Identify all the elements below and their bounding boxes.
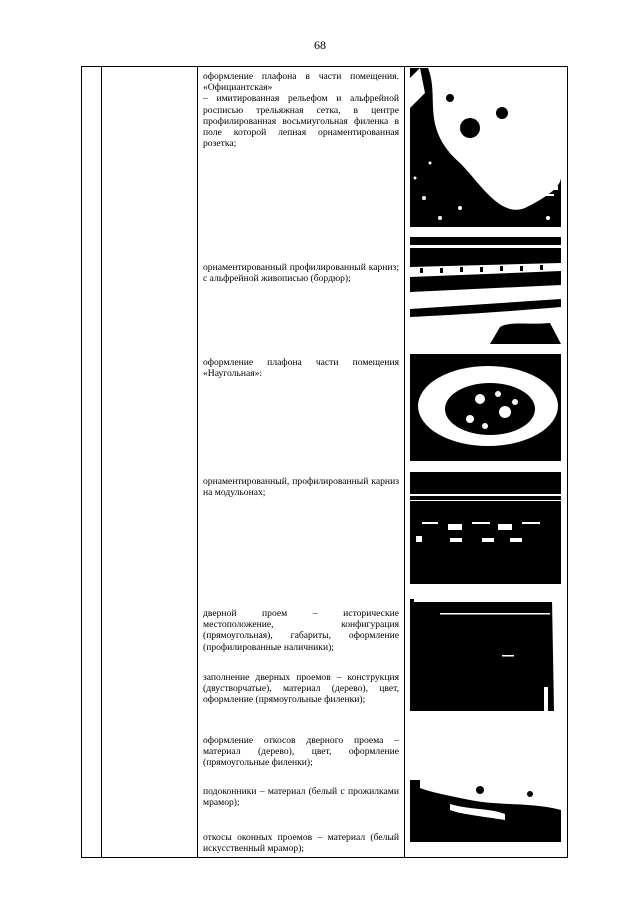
- entry-ceiling-corner-room: оформление плафона части помещения «Наугольная»:: [203, 357, 399, 380]
- column-divider: [101, 67, 102, 857]
- document-table: [81, 66, 568, 858]
- photo-cornice-modillions: [410, 472, 561, 584]
- photo-window-sill: [410, 780, 561, 842]
- entry-door-reveals: оформление откосов дверного проема – материал (дерево), цвет, оформление (прямоугольные филенки);: [203, 735, 399, 769]
- entry-window-sills: подоконники – материал (белый с прожилками мрамор);: [203, 786, 399, 809]
- photo-doorway: [410, 599, 561, 711]
- entry-cornice-modillions: орнаментированный, профилированный карниз на модульонах;: [203, 476, 399, 499]
- entry-doorway: дверной проем – исторические местоположение, конфигурация (прямоугольная), габариты, оформление (профилированные наличники);: [203, 608, 399, 653]
- photo-cornice-border: [410, 237, 561, 344]
- entry-ceiling-waiters-room: оформление плафона в части помещения. «Официантская» – имитированная рельефом и альфрейной росписью трельяжная сетка, в центре профилированная восьмиугольная филенка в поле которой лепная орнаментированная розетка;: [203, 71, 399, 150]
- column-divider: [197, 67, 198, 857]
- photo-ceiling-rosette: [410, 68, 561, 227]
- entry-window-reveals: откосы оконных проемов – материал (белый искусственный мрамор);: [203, 832, 399, 855]
- page-number: 68: [314, 38, 326, 52]
- photo-ceiling-corner-room: [410, 354, 561, 461]
- entry-cornice-border: орнаментированный профилированный карниз; с альфрейной живописью (бордюр);: [203, 262, 399, 285]
- description-column: [203, 67, 405, 857]
- entry-door-filling: заполнение дверных проемов – конструкция (двустворчатые), материал (дерево), цвет, оформление (прямоугольные филенки);: [203, 672, 399, 706]
